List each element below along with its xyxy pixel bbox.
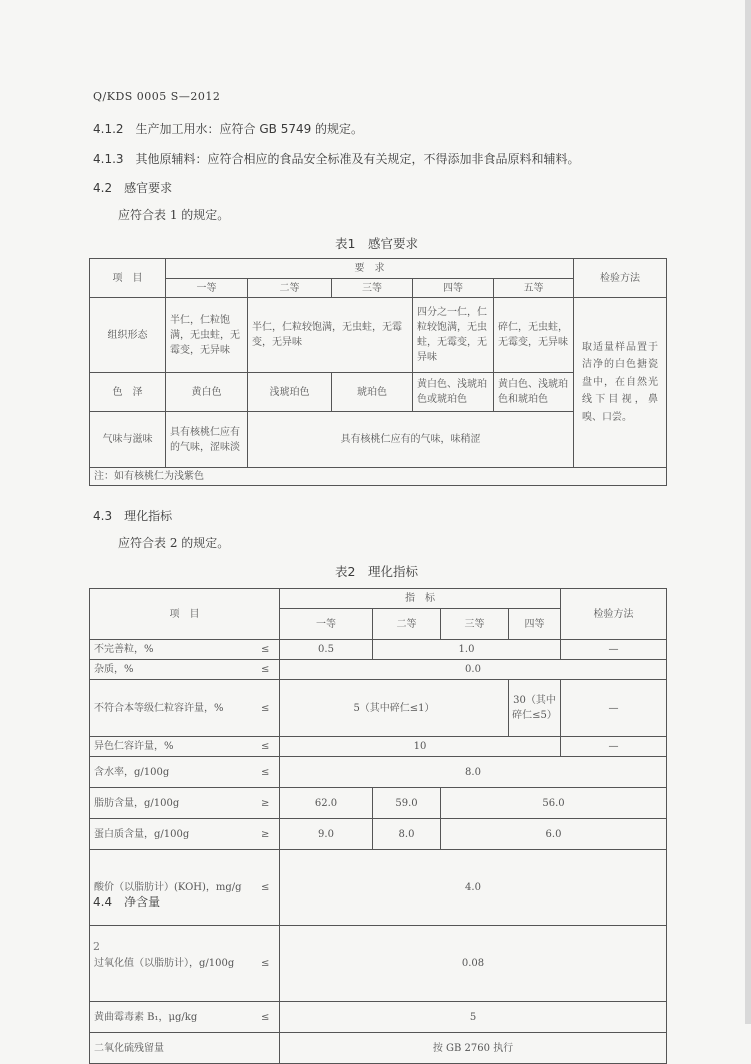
t2-row-name: 酸价（以脂肪计）(KOH)，mg/g xyxy=(90,850,252,926)
table2-caption: 表2 理化指标 xyxy=(335,564,418,579)
physicochemical-table xyxy=(89,588,667,1064)
t2-row-operator: ≤ xyxy=(252,660,280,680)
t1-grade-2: 二等 xyxy=(248,279,332,298)
t1-texture-grade-5: 碎仁，无虫蛀，无霉变，无异味 xyxy=(494,298,574,373)
t2-grade-1: 一等 xyxy=(280,609,373,640)
t2-row-name: 含水率，g/100g xyxy=(90,757,252,788)
t1-row-flavor-label: 气味与滋味 xyxy=(90,412,166,468)
t2-value-grade-1: 0.5 xyxy=(280,640,373,660)
t1-note: 注：如有核桃仁为浅紫色 xyxy=(90,468,667,486)
t1-color-grade-1: 黄白色 xyxy=(166,373,248,412)
t2-row-name: 脂肪含量，g/100g xyxy=(90,788,252,819)
t2-row-operator xyxy=(252,1033,280,1064)
t1-row-color-label: 色 泽 xyxy=(90,373,166,412)
t2-value-grade-3-5: 6.0 xyxy=(441,819,667,850)
t2-row-name: 杂质，% xyxy=(90,660,252,680)
t2-value-grade-1-4: 10 xyxy=(280,737,561,757)
t1-header-requirements: 要 求 xyxy=(166,259,574,279)
t1-texture-grade-4: 四分之一仁，仁粒较饱满，无虫蛀，无霉变，无异味 xyxy=(413,298,494,373)
t2-value-all-grades: 5 xyxy=(280,1002,667,1033)
t2-row-name: 蛋白质含量，g/100g xyxy=(90,819,252,850)
t2-row-name: 过氧化值（以脂肪计），g/100g xyxy=(90,926,252,1002)
standard-number: Q/KDS 0005 S—2012 xyxy=(93,90,221,103)
t2-value-grade-1-3: 5（其中碎仁≤1） xyxy=(280,680,509,737)
clause-4-4-heading: 4.4 净含量 xyxy=(93,895,161,909)
t1-color-grade-3: 琥珀色 xyxy=(332,373,413,412)
table1-caption: 表1 感官要求 xyxy=(335,236,418,251)
t1-texture-grade-2-3: 半仁，仁粒较饱满，无虫蛀，无霉变，无异味 xyxy=(248,298,413,373)
t2-row-name: 异色仁容许量，% xyxy=(90,737,252,757)
t2-row-operator: ≤ xyxy=(252,640,280,660)
t2-row-operator: ≤ xyxy=(252,850,280,926)
t2-value-grade-1: 9.0 xyxy=(280,819,373,850)
clause-4-2-body: 应符合表 1 的规定。 xyxy=(118,208,230,222)
t2-value-grade-2: 59.0 xyxy=(373,788,441,819)
t2-row-name: 不完善粒，% xyxy=(90,640,252,660)
t1-texture-grade-1: 半仁，仁粒饱满，无虫蛀，无霉变，无异味 xyxy=(166,298,248,373)
clause-4-1-2: 4.1.2 生产加工用水：应符合 GB 5749 的规定。 xyxy=(93,122,364,136)
clause-4-1-3: 4.1.3 其他原辅料：应符合相应的食品安全标准及有关规定，不得添加非食品原料和辅料。 xyxy=(93,152,580,166)
t2-value-all-grades: 4.0 xyxy=(280,850,667,926)
t2-row-operator: ≤ xyxy=(252,680,280,737)
clause-4-3-heading: 4.3 理化指标 xyxy=(93,509,173,523)
t2-header-method: 检验方法 xyxy=(561,589,667,640)
t2-value-grade-3-5: 56.0 xyxy=(441,788,667,819)
t2-value-grade-5: — xyxy=(561,640,667,660)
clause-4-3-body: 应符合表 2 的规定。 xyxy=(118,536,230,550)
t2-row-name: 二氧化硫残留量 xyxy=(90,1033,252,1064)
t2-value-all-grades: 8.0 xyxy=(280,757,667,788)
t2-grade-4: 四等 xyxy=(509,609,561,640)
sensory-requirements-table xyxy=(89,258,667,486)
t1-flavor-grade-1: 具有核桃仁应有的气味，涩味淡 xyxy=(166,412,248,468)
t2-row-operator: ≤ xyxy=(252,757,280,788)
t2-value-grade-4: 30（其中碎仁≤5） xyxy=(509,680,561,737)
t1-test-method: 取适量样品置于洁净的白色搪瓷盘中，在自然光线下目视，鼻嗅、口尝。 xyxy=(574,298,667,468)
t1-grade-5: 五等 xyxy=(494,279,574,298)
t1-grade-3: 三等 xyxy=(332,279,413,298)
t2-grade-2: 二等 xyxy=(373,609,441,640)
t2-value-all-grades: 0.08 xyxy=(280,926,667,1002)
page-edge xyxy=(745,0,751,1024)
t1-color-grade-4: 黄白色、浅琥珀色或琥珀色 xyxy=(413,373,494,412)
t1-grade-4: 四等 xyxy=(413,279,494,298)
t2-row-name: 不符合本等级仁粒容许量，% xyxy=(90,680,252,737)
t2-value-grade-1: 62.0 xyxy=(280,788,373,819)
t2-row-operator: ≥ xyxy=(252,788,280,819)
t1-header-item: 项 目 xyxy=(90,259,166,298)
t1-row-texture-label: 组织形态 xyxy=(90,298,166,373)
t2-value-all-grades: 按 GB 2760 执行 xyxy=(280,1033,667,1064)
t2-header-item: 项 目 xyxy=(90,589,280,640)
t2-row-operator: ≤ xyxy=(252,926,280,1002)
t2-value-grade-5: — xyxy=(561,680,667,737)
t1-color-grade-5: 黄白色、浅琥珀色和琥珀色 xyxy=(494,373,574,412)
clause-4-2-heading: 4.2 感官要求 xyxy=(93,181,173,195)
t2-row-name: 黄曲霉毒素 B₁，μg/kg xyxy=(90,1002,252,1033)
t2-value-grade-2: 8.0 xyxy=(373,819,441,850)
t1-flavor-grade-2-5: 具有核桃仁应有的气味，味稍涩 xyxy=(248,412,574,468)
t1-grade-1: 一等 xyxy=(166,279,248,298)
t2-value-all-grades: 0.0 xyxy=(280,660,667,680)
t2-row-operator: ≥ xyxy=(252,819,280,850)
t2-value-grade-5: — xyxy=(561,737,667,757)
t1-color-grade-2: 浅琥珀色 xyxy=(248,373,332,412)
t2-row-operator: ≤ xyxy=(252,737,280,757)
page-number: 2 xyxy=(93,940,100,953)
t2-row-operator: ≤ xyxy=(252,1002,280,1033)
t2-grade-3: 三等 xyxy=(441,609,509,640)
t2-header-index: 指 标 xyxy=(280,589,561,609)
t2-value-grade-2-4: 1.0 xyxy=(373,640,561,660)
t1-header-method: 检验方法 xyxy=(574,259,667,298)
